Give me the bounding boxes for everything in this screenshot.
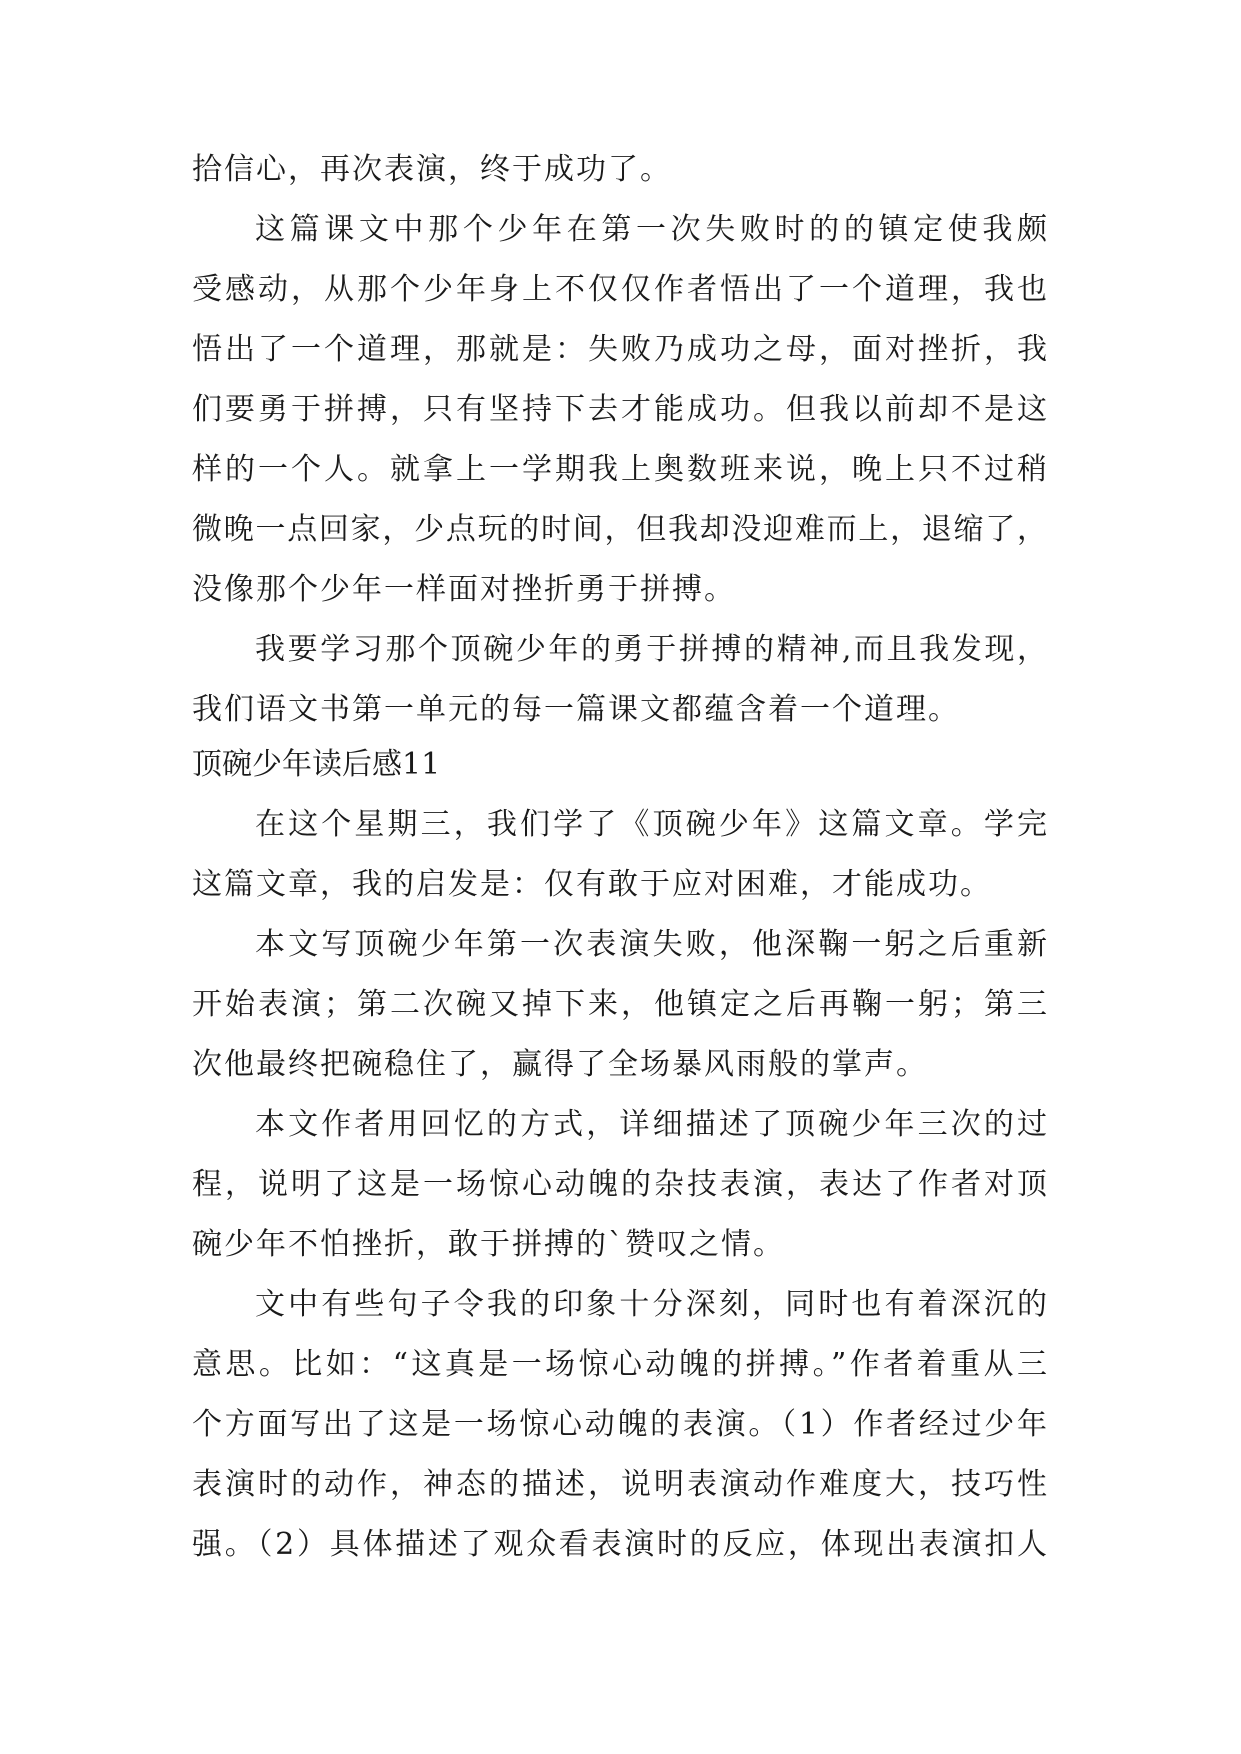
text-line-8: 没像那个少年一样面对挫折勇于拼搏。 — [192, 572, 736, 607]
text-line-23: 表演时的动作，神态的描述，说明表演动作难度大，技巧性 — [192, 1467, 1047, 1502]
text-line-21: 意思。比如：“这真是一场惊心动魄的拼搏。”作者着重从三 — [192, 1347, 1047, 1382]
text-line-6: 样的一个人。就拿上一学期我上奥数班来说，晚上只不过稍 — [192, 452, 1047, 487]
paragraph-start-line-20: 文中有些句子令我的印象十分深刻，同时也有着深沉的 — [255, 1287, 1047, 1322]
text-line-19: 碗少年不怕挫折，敢于拼搏的`赞叹之情。 — [192, 1227, 785, 1262]
section-heading: 顶碗少年读后感11 — [192, 747, 441, 782]
paragraph-start-line-17: 本文作者用回忆的方式，详细描述了顶碗少年三次的过 — [255, 1107, 1047, 1142]
text-line-24: 强。（2）具体描述了观众看表演时的反应，体现出表演扣人 — [192, 1527, 1047, 1562]
text-line-4: 悟出了一个道理，那就是：失败乃成功之母，面对挫折，我 — [192, 332, 1047, 367]
paragraph-start-line-9: 我要学习那个顶碗少年的勇于拼搏的精神,而且我发现， — [255, 632, 1047, 667]
paragraph-start-line-2: 这篇课文中那个少年在第一次失败时的的镇定使我颇 — [255, 212, 1047, 247]
text-line-10: 我们语文书第一单元的每一篇课文都蕴含着一个道理。 — [192, 692, 960, 727]
text-line-1: 拾信心，再次表演，终于成功了。 — [192, 152, 672, 187]
text-line-18: 程，说明了这是一场惊心动魄的杂技表演，表达了作者对顶 — [192, 1167, 1047, 1202]
text-line-5: 们要勇于拼搏，只有坚持下去才能成功。但我以前却不是这 — [192, 392, 1047, 427]
paragraph-start-line-14: 本文写顶碗少年第一次表演失败，他深鞠一躬之后重新 — [255, 927, 1047, 962]
text-line-22: 个方面写出了这是一场惊心动魄的表演。（1）作者经过少年 — [192, 1407, 1047, 1442]
text-line-7: 微晚一点回家，少点玩的时间，但我却没迎难而上，退缩了， — [192, 512, 1047, 547]
paragraph-start-line-12: 在这个星期三，我们学了《顶碗少年》这篇文章。学完 — [255, 807, 1047, 842]
text-line-13: 这篇文章，我的启发是：仅有敢于应对困难，才能成功。 — [192, 867, 992, 902]
text-line-16: 次他最终把碗稳住了，赢得了全场暴风雨般的掌声。 — [192, 1047, 928, 1082]
text-line-15: 开始表演；第二次碗又掉下来，他镇定之后再鞠一躬；第三 — [192, 987, 1047, 1022]
text-line-3: 受感动，从那个少年身上不仅仅作者悟出了一个道理，我也 — [192, 272, 1047, 307]
